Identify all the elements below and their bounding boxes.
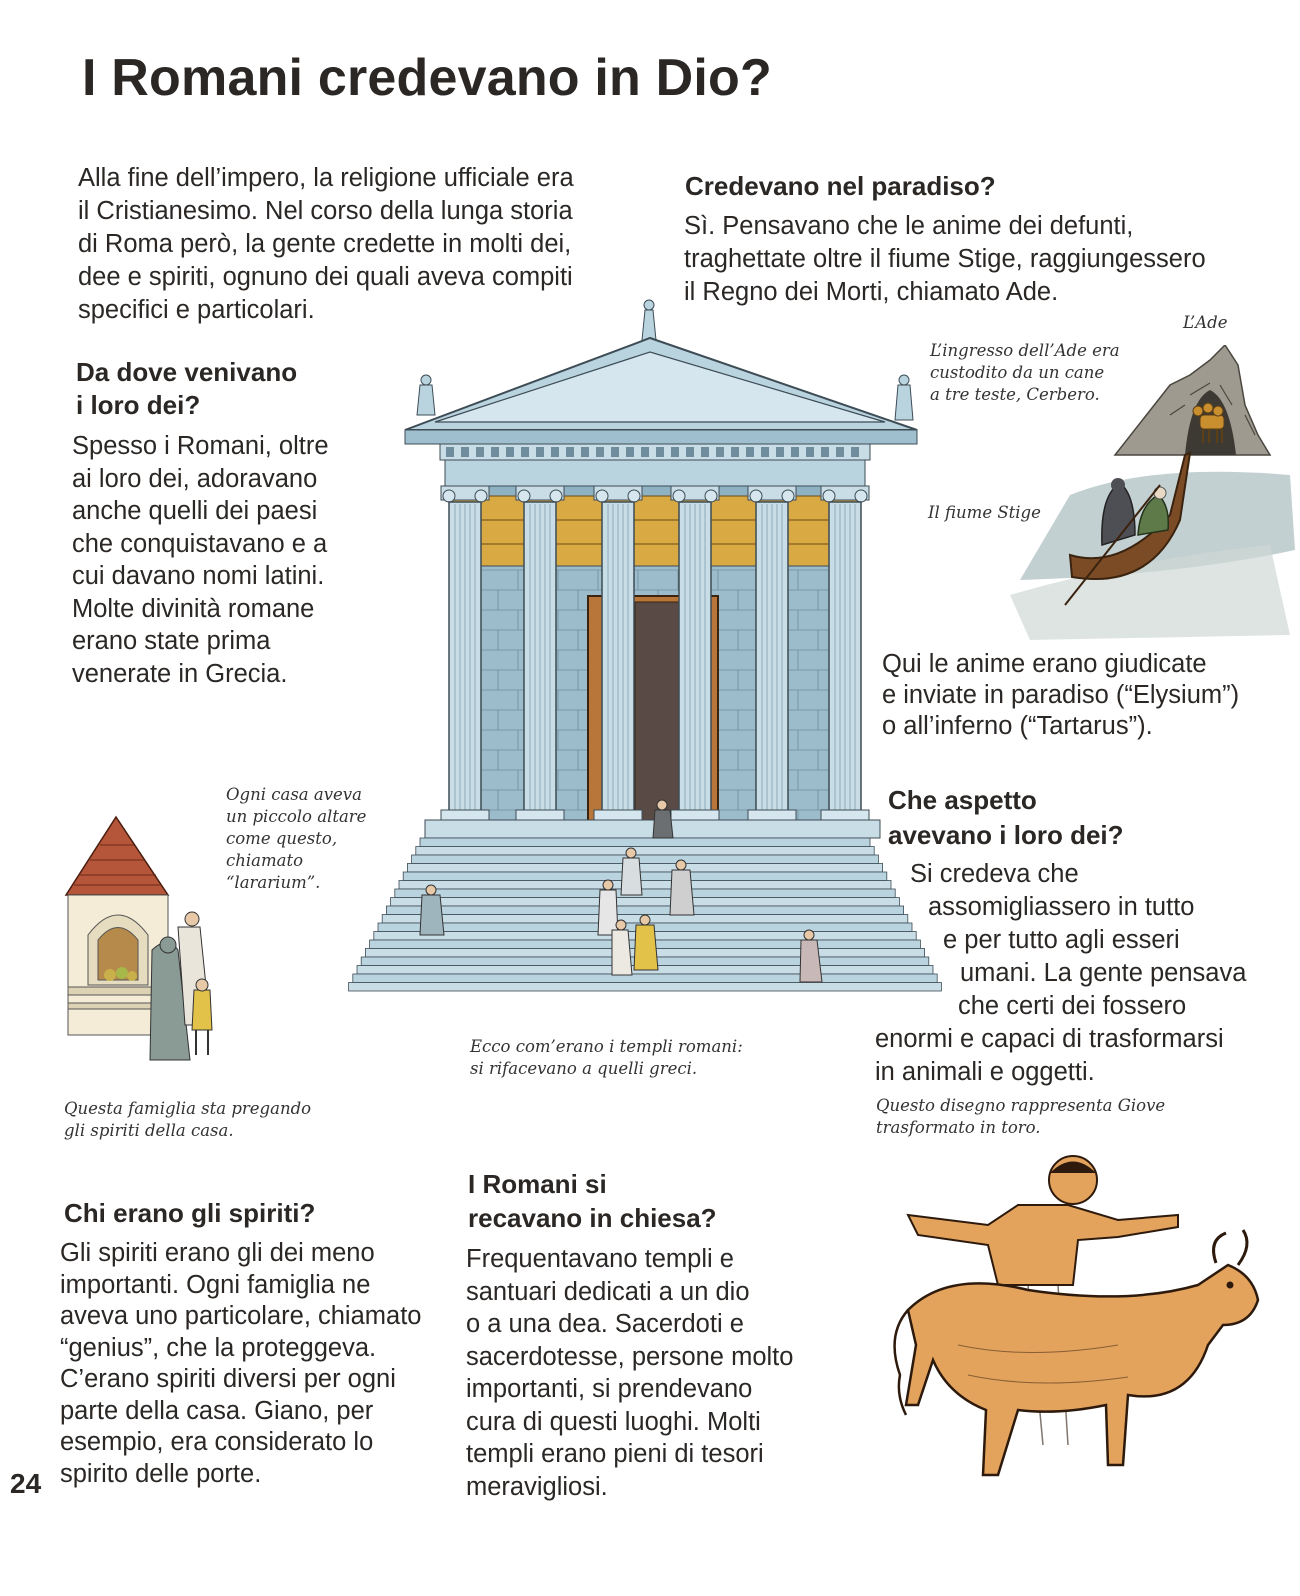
page-title: I Romani credevano in Dio? (82, 49, 772, 107)
stair-step (416, 847, 874, 856)
lararium-caption (226, 784, 366, 894)
heading-line: Da dove venivano (76, 357, 298, 387)
temple-caption (470, 1036, 743, 1080)
church-line: meravigliosi. (466, 1472, 608, 1501)
heading-line: Che aspetto (888, 785, 1037, 815)
gods-origin-line: Molte divinità romane (72, 594, 315, 623)
spirits-line: spirito delle porte. (60, 1459, 262, 1488)
coffered-ceiling (452, 496, 857, 566)
caption-line: Questa famiglia sta pregando (64, 1099, 312, 1118)
dentil (521, 447, 529, 457)
appearance-line: assomigliassero in tutto (928, 893, 1195, 921)
spirits-line: “genius”, che la proteggeva. (60, 1333, 377, 1362)
dentil (461, 447, 469, 457)
intro-line: il Cristianesimo. Nel corso della lunga storia (78, 197, 573, 225)
dentil (656, 447, 664, 457)
capital-volute (782, 490, 794, 502)
dentil (671, 447, 679, 457)
dentil (716, 447, 724, 457)
capital-volute (475, 490, 487, 502)
dentil (851, 447, 859, 457)
gods-origin-paragraph (72, 430, 329, 690)
dentil (686, 447, 694, 457)
stair-step (420, 838, 870, 847)
appearance-line: Si credeva che (910, 860, 1079, 888)
appearance-line: in animali e oggetti. (875, 1058, 1095, 1086)
caption-line: chiamato (226, 851, 304, 870)
spirits-paragraph (60, 1238, 421, 1490)
gods-origin-heading (76, 356, 297, 422)
stair-step (386, 906, 903, 915)
caption-line: un piccolo altare (226, 807, 367, 826)
caption-line: Ecco com’erano i templi romani: (470, 1037, 743, 1056)
paradise-line: traghettate oltre il fiume Stige, raggiungessero (684, 245, 1206, 273)
gods-origin-line: ai loro dei, adoravano (72, 464, 318, 493)
judgement-line: o all’inferno (“Tartarus”). (882, 712, 1153, 740)
church-line: cura di questi luoghi. Molti (466, 1407, 761, 1436)
jupiter-caption (876, 1095, 1165, 1139)
capital-volute (673, 490, 685, 502)
dentil (611, 447, 619, 457)
ade-label: L’Ade (1183, 313, 1228, 332)
stair-step (353, 974, 937, 983)
dentil (446, 447, 454, 457)
caption-line: come questo, (226, 829, 338, 848)
family-caption (64, 1098, 311, 1142)
church-line: sacerdotesse, persone molto (466, 1342, 794, 1371)
stair-step (349, 983, 942, 992)
capital-volute (705, 490, 717, 502)
capital-volute (628, 490, 640, 502)
dentil (701, 447, 709, 457)
gods-origin-line: che conquistavano e a (72, 529, 328, 558)
capital-volute (443, 490, 455, 502)
caption-line: a tre teste, Cerbero. (930, 385, 1100, 404)
intro-line: di Roma però, la gente credette in molti dei, (78, 230, 572, 258)
gods-origin-line: anche quelli dei paesi (72, 497, 318, 525)
roman-temple-illustration (340, 290, 950, 995)
gods-origin-section (76, 356, 297, 422)
dentil (821, 447, 829, 457)
dentil (836, 447, 844, 457)
dentil (566, 447, 574, 457)
heading-line: i loro dei? (76, 390, 201, 420)
dentil (791, 447, 799, 457)
stair-step (395, 889, 895, 898)
dentil (746, 447, 754, 457)
gods-origin-line: cui davano nomi latini. (72, 562, 325, 590)
caption-line: trasformato in toro. (876, 1118, 1041, 1137)
intro-line: specifici e particolari. (78, 296, 315, 324)
caption-line: custodito da un cane (930, 363, 1105, 382)
caption-line: L’ingresso dell’Ade era (930, 341, 1120, 360)
stige-label: Il fiume Stige (928, 503, 1041, 522)
intro-line: Alla fine dell’impero, la religione ufficiale era (78, 164, 574, 192)
heading-line: avevano i loro dei? (888, 820, 1124, 850)
appearance-line: e per tutto agli esseri (943, 926, 1180, 954)
church-paragraph (466, 1243, 793, 1503)
caption-line: Ogni casa aveva (226, 785, 362, 804)
gods-origin-line: venerate in Grecia. (72, 659, 288, 688)
caption-line: si rifacevano a quelli greci. (470, 1059, 698, 1078)
church-line: o a una dea. Sacerdoti e (466, 1310, 744, 1338)
spirits-line: aveva uno particolare, chiamato (60, 1302, 422, 1330)
entablature (440, 444, 870, 496)
capital-volute (823, 490, 835, 502)
stair-step (391, 898, 900, 907)
heading-line: I Romani si (468, 1169, 607, 1199)
spirits-line: C’erano spiriti diversi per ogni (60, 1365, 396, 1393)
paradise-heading: Credevano nel paradiso? (685, 171, 996, 201)
spirits-line: importanti. Ogni famiglia ne (60, 1270, 371, 1299)
stair-step (407, 864, 882, 873)
church-line: Frequentavano templi e (466, 1245, 734, 1273)
capital-volute (855, 490, 867, 502)
stair-step (412, 855, 879, 864)
dentil (731, 447, 739, 457)
lararium-illustration (60, 815, 230, 1070)
spirits-line: esempio, era considerato lo (60, 1428, 374, 1456)
appearance-line: enormi e capaci di trasformarsi (875, 1025, 1224, 1053)
page-number: 24 (10, 1468, 42, 1499)
dentil (581, 447, 589, 457)
stylobate (425, 820, 880, 838)
bull (895, 1230, 1258, 1475)
paradise-line: il Regno dei Morti, chiamato Ade. (684, 278, 1059, 306)
dentil (491, 447, 499, 457)
church-heading (468, 1167, 717, 1235)
dentil (776, 447, 784, 457)
spirits-line: Gli spiriti erano gli dei meno (60, 1239, 375, 1267)
dentil (596, 447, 604, 457)
church-line: templi erano pieni di tesori (466, 1440, 764, 1468)
church-line: importanti, si prendevano (466, 1375, 753, 1403)
dentil (761, 447, 769, 457)
mountain-cave (1115, 345, 1270, 455)
caption-line: Questo disegno rappresenta Giove (876, 1096, 1166, 1115)
dentil (626, 447, 634, 457)
spirits-heading: Chi erano gli spiriti? (64, 1198, 316, 1228)
dentil (476, 447, 484, 457)
dentil (641, 447, 649, 457)
heading-line: recavano in chiesa? (468, 1203, 717, 1233)
capital-volute (596, 490, 608, 502)
capital-volute (550, 490, 562, 502)
church-line: santuari dedicati a un dio (466, 1277, 750, 1306)
dentil (536, 447, 544, 457)
gods-origin-line: Spesso i Romani, oltre (72, 432, 329, 460)
paradise-line: Sì. Pensavano che le anime dei defunti, (684, 212, 1134, 240)
capital-volute (750, 490, 762, 502)
caption-line: “lararium”. (226, 873, 321, 892)
pediment (405, 338, 917, 444)
appearance-line: che certi dei fossero (958, 992, 1187, 1020)
dentil (551, 447, 559, 457)
judgement-line: Qui le anime erano giudicate (882, 650, 1207, 678)
caption-line: gli spiriti della casa. (64, 1121, 234, 1140)
stair-step (399, 881, 891, 890)
jupiter-bull-illustration (878, 1145, 1268, 1495)
judgement-line: e inviate in paradiso (“Elysium”) (882, 681, 1240, 709)
dentil (506, 447, 514, 457)
gods-origin-line: erano state prima (72, 627, 271, 655)
hades-illustration (1010, 345, 1300, 640)
appearance-line: umani. La gente pensava (960, 959, 1247, 987)
capital-volute (518, 490, 530, 502)
intro-line: dee e spiriti, ognuno dei quali aveva compiti (78, 263, 573, 291)
stair-step (403, 872, 887, 881)
dentil (806, 447, 814, 457)
spirits-line: parte della casa. Giano, per (60, 1396, 374, 1425)
